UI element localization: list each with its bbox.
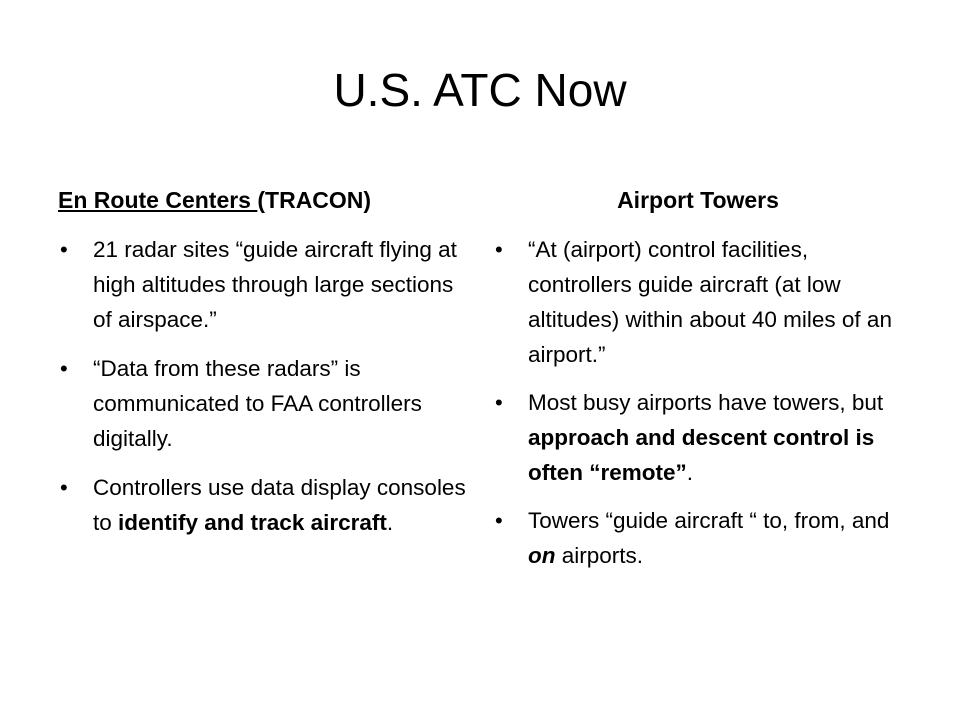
bullet-item — [58, 470, 468, 540]
bullet-item — [58, 351, 468, 456]
bullet-text: 21 radar sites “guide aircraft flying at high altitudes through large sections of airspace.” — [93, 237, 457, 332]
bullet-item — [493, 232, 903, 372]
bullet-emphasis-text: on — [528, 543, 556, 568]
en-route-centers-column — [58, 182, 468, 554]
bullet-item — [493, 385, 903, 490]
bullet-text: airports. — [555, 543, 644, 568]
en-route-centers-heading — [58, 182, 468, 218]
airport-towers-bullet-list — [493, 232, 903, 573]
bullet-text: . — [386, 510, 394, 535]
en-route-bullet-list — [58, 232, 468, 540]
bullet-text: “At (airport) control facilities, controllers guide aircraft (at low altitudes) within about 40 miles of an airport.” — [528, 237, 892, 367]
heading-underlined-text: En Route Centers — [58, 187, 258, 213]
bullet-bold-text: identify and track aircraft — [118, 510, 387, 535]
bullet-bold-text: approach and descent control is often “remote” — [528, 425, 875, 485]
heading-tracon-text: (TRACON) — [257, 187, 372, 213]
heading-text: Airport Towers — [617, 187, 779, 213]
slide-title: U.S. ATC Now — [333, 64, 627, 116]
bullet-text: . — [686, 460, 694, 485]
airport-towers-column — [493, 182, 903, 586]
airport-towers-heading — [493, 182, 903, 218]
bullet-text: Most busy airports have towers, but — [528, 390, 884, 415]
bullet-item — [493, 503, 903, 573]
bullet-text: Towers “guide aircraft “ to, from, and — [528, 508, 890, 533]
bullet-text: “Data from these radars” is communicated to FAA controllers digitally. — [93, 356, 422, 451]
bullet-text: Controllers use data display consoles to — [93, 475, 466, 535]
bullet-item — [58, 232, 468, 337]
